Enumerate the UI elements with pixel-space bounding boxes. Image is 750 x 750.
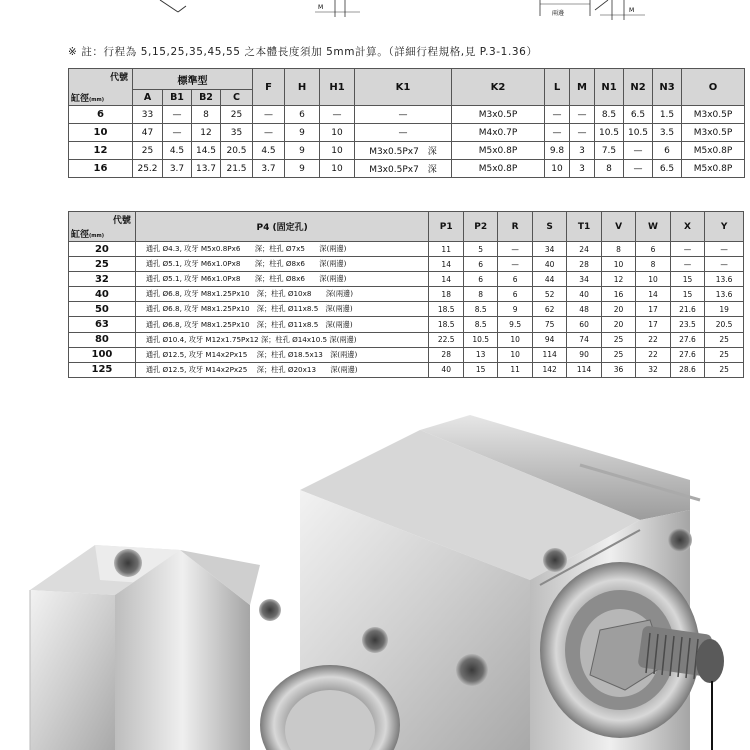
table-cell: 25.2 [133, 160, 163, 178]
bore-size-cell: 100 [69, 347, 136, 362]
table-cell: 6 [463, 257, 497, 272]
table-cell: — [498, 257, 532, 272]
table-cell: 15 [670, 272, 704, 287]
table2-row [69, 317, 744, 332]
bore-size-cell: 16 [69, 160, 133, 178]
table2-code-label: 代號 [112, 216, 131, 226]
table-cell: 21.5 [221, 160, 253, 178]
table-cell: 10 [498, 347, 532, 362]
table-cell: 25 [601, 347, 635, 362]
mounting-hole-spec-table [68, 211, 744, 378]
table2-row [69, 272, 744, 287]
bore-size-cell: 50 [69, 302, 136, 317]
table-cell: 20.5 [221, 142, 253, 160]
table-cell: 12 [192, 124, 221, 142]
table2-row [69, 332, 744, 347]
table-cell: 40 [532, 257, 566, 272]
table-cell: 10 [320, 160, 355, 178]
table-cell: 17 [636, 317, 670, 332]
table-cell: 114 [532, 347, 566, 362]
mounting-hole-spec-cell: 通孔 Ø12.5, 攻牙 M14x2Px25 深；柱孔 Ø20x13 深(兩邊) [135, 362, 429, 377]
table2-row [69, 362, 744, 377]
table2-body [69, 242, 744, 378]
table-cell: 35 [221, 124, 253, 142]
table-cell: 5 [463, 242, 497, 257]
table1-col-header: M [570, 69, 595, 106]
table-cell: 6 [498, 272, 532, 287]
table1-col-header: N3 [653, 69, 682, 106]
table-cell: 22.5 [429, 332, 463, 347]
table-cell: — [355, 124, 452, 142]
table-cell: — [570, 106, 595, 124]
table-cell: 34 [567, 272, 601, 287]
table-cell: 11 [498, 362, 532, 377]
table-cell: 10.5 [595, 124, 624, 142]
table-cell: 8.5 [463, 317, 497, 332]
table1-col-header: H [285, 69, 320, 106]
bore-size-cell: 25 [69, 257, 136, 272]
table-cell: 8 [463, 287, 497, 302]
table-cell: 47 [133, 124, 163, 142]
mounting-hole-spec-cell: 通孔 Ø5.1, 攻牙 M6x1.0Px8 深；柱孔 Ø8x6 深(兩邊) [135, 257, 429, 272]
table-cell: — [163, 124, 192, 142]
table-cell: 44 [532, 272, 566, 287]
table-cell: M3x0.5P [682, 124, 745, 142]
table-cell: 25 [705, 332, 744, 347]
cylinder-product-photo [0, 405, 750, 750]
table-cell: — [705, 257, 744, 272]
table-cell: 3.5 [653, 124, 682, 142]
bore-size-cell: 12 [69, 142, 133, 160]
bore-size-cell: 20 [69, 242, 136, 257]
table-cell: 25 [133, 142, 163, 160]
table-cell: 10 [320, 142, 355, 160]
table-cell: 36 [601, 362, 635, 377]
table-cell: 52 [532, 287, 566, 302]
table-cell: — [545, 106, 570, 124]
table-cell: 10 [636, 272, 670, 287]
table2-row [69, 302, 744, 317]
bore-size-cell: 6 [69, 106, 133, 124]
table-cell: — [624, 142, 653, 160]
table-cell: — [253, 106, 285, 124]
mounting-hole-spec-cell: 通孔 Ø6.8, 攻牙 M8x1.25Px10 深；柱孔 Ø11x8.5 深(兩邊) [135, 302, 429, 317]
table2-col-header: Y [705, 212, 744, 242]
table-cell: 22 [636, 332, 670, 347]
table-cell: M5x0.8P [452, 160, 545, 178]
table-cell: 10.5 [624, 124, 653, 142]
table-cell: 8 [192, 106, 221, 124]
table1-col-header: K1 [355, 69, 452, 106]
table1-col-header: B1 [163, 90, 192, 106]
table1-col-header: K2 [452, 69, 545, 106]
table-cell: 11 [429, 242, 463, 257]
table-cell: 9 [285, 124, 320, 142]
table2-col-header: P4 (固定孔) [135, 212, 429, 242]
table-cell: 8 [601, 242, 635, 257]
table-cell: 10 [498, 332, 532, 347]
table-cell: 33 [133, 106, 163, 124]
top-drawing-side-label: 兩邊 [552, 10, 565, 17]
top-dimension-drawing [0, 0, 750, 30]
table1-col-header: N1 [595, 69, 624, 106]
table-cell: 90 [567, 347, 601, 362]
table-cell: 3 [570, 160, 595, 178]
table-cell: 15 [463, 362, 497, 377]
table-cell: 4.5 [163, 142, 192, 160]
table-cell: 94 [532, 332, 566, 347]
table1-unit-label: (mm) [89, 97, 105, 103]
table-cell: 25 [705, 347, 744, 362]
table-cell: 32 [636, 362, 670, 377]
table-cell: 40 [429, 362, 463, 377]
table2-col-header: T1 [567, 212, 601, 242]
table-cell: 22 [636, 347, 670, 362]
table-cell: 17 [636, 302, 670, 317]
table-cell: 10 [545, 160, 570, 178]
table-cell: 20 [601, 302, 635, 317]
table1-col-header: H1 [320, 69, 355, 106]
table2-unit-label: (mm) [89, 233, 105, 239]
table-cell: 6 [636, 242, 670, 257]
table-cell: 13.7 [192, 160, 221, 178]
table1-col-header: B2 [192, 90, 221, 106]
table-cell: 24 [567, 242, 601, 257]
table-cell: 6.5 [653, 160, 682, 178]
table2-bore-label: 缸徑 [71, 230, 90, 240]
table2-col-header: P1 [429, 212, 463, 242]
table-cell: 18.5 [429, 302, 463, 317]
table-cell: 114 [567, 362, 601, 377]
table1-row [69, 142, 745, 160]
table1-col-header: L [545, 69, 570, 106]
table1-col-header: C [221, 90, 253, 106]
table1-col-header: O [682, 69, 745, 106]
table2-row [69, 287, 744, 302]
table-cell: — [320, 106, 355, 124]
table1-col-header: N2 [624, 69, 653, 106]
table-cell: 18 [429, 287, 463, 302]
bore-size-cell: 10 [69, 124, 133, 142]
table1-row [69, 106, 745, 124]
table-cell: 6 [463, 272, 497, 287]
table1-col-header: F [253, 69, 285, 106]
table-cell: 12 [601, 272, 635, 287]
table-cell: 27.6 [670, 332, 704, 347]
table-cell: — [355, 106, 452, 124]
table-cell: 10 [601, 257, 635, 272]
table-cell: 20 [601, 317, 635, 332]
table-cell: 1.5 [653, 106, 682, 124]
table-cell: 4.5 [253, 142, 285, 160]
table1-code-label: 代號 [109, 73, 128, 83]
table-cell: 6 [285, 106, 320, 124]
table2-col-header: V [601, 212, 635, 242]
mounting-hole-spec-cell: 通孔 Ø12.5, 攻牙 M14x2Px15 深；柱孔 Ø18.5x13 深(兩邊) [135, 347, 429, 362]
table-cell: 27.6 [670, 347, 704, 362]
table-cell: 10 [320, 124, 355, 142]
table-cell: M5x0.8P [682, 142, 745, 160]
table-cell: 7.5 [595, 142, 624, 160]
table-cell: 8.5 [463, 302, 497, 317]
table-cell: 16 [601, 287, 635, 302]
table-cell: 9.5 [498, 317, 532, 332]
table-cell: 60 [567, 317, 601, 332]
top-drawing-m-right: M [629, 7, 635, 14]
table-cell: 75 [532, 317, 566, 332]
table-cell: 142 [532, 362, 566, 377]
table2-row [69, 257, 744, 272]
table-cell: 3.7 [163, 160, 192, 178]
table-cell: 25 [705, 362, 744, 377]
table-cell: M3x0.5Px7 深 [355, 160, 452, 178]
table-cell: — [163, 106, 192, 124]
table-cell: 14.5 [192, 142, 221, 160]
mounting-hole-spec-cell: 通孔 Ø10.4, 攻牙 M12x1.75Px12 深；柱孔 Ø14x10.5 深(兩邊) [135, 332, 429, 347]
table-cell: 25 [221, 106, 253, 124]
table-cell: 9.8 [545, 142, 570, 160]
table1-standard-group-header: 標準型 [133, 69, 253, 90]
table-cell: 8 [595, 160, 624, 178]
table1-row [69, 124, 745, 142]
table2-col-header: X [670, 212, 704, 242]
stroke-note: ※ 註：行程為 5,15,25,35,45,55 之本體長度須加 5mm計算。（詳細行程規格,見 P.3-1.36） [68, 46, 538, 58]
table-cell: 74 [567, 332, 601, 347]
table2-col-header: S [532, 212, 566, 242]
table-cell: 19 [705, 302, 744, 317]
table-cell: M3x0.5P [452, 106, 545, 124]
table-cell: — [624, 160, 653, 178]
table-cell: M3x0.5P [682, 106, 745, 124]
table2-corner-header [69, 212, 136, 242]
table-cell: 3.7 [253, 160, 285, 178]
table-cell: 18.5 [429, 317, 463, 332]
table2-col-header: R [498, 212, 532, 242]
table-cell: 25 [601, 332, 635, 347]
table1-row [69, 160, 745, 178]
table-cell: 9 [285, 160, 320, 178]
table-cell: — [670, 257, 704, 272]
table-cell: — [253, 124, 285, 142]
table-cell: — [498, 242, 532, 257]
table1-body [69, 106, 745, 178]
table2-col-header: P2 [463, 212, 497, 242]
bore-size-cell: 32 [69, 272, 136, 287]
table-cell: 28 [567, 257, 601, 272]
mounting-hole-spec-cell: 通孔 Ø6.8, 攻牙 M8x1.25Px10 深；柱孔 Ø10x8 深(兩邊) [135, 287, 429, 302]
table-cell: 14 [429, 257, 463, 272]
table-cell: 8.5 [595, 106, 624, 124]
table1-bore-label: 缸徑 [71, 94, 90, 104]
table-cell: 6.5 [624, 106, 653, 124]
table-cell: — [545, 124, 570, 142]
table1-col-header: A [133, 90, 163, 106]
mounting-hole-spec-cell: 通孔 Ø5.1, 攻牙 M6x1.0Px8 深；柱孔 Ø8x6 深(兩邊) [135, 272, 429, 287]
table-cell: 21.6 [670, 302, 704, 317]
table-cell: 34 [532, 242, 566, 257]
table-cell: 13.6 [705, 272, 744, 287]
table1-corner-header [69, 69, 133, 106]
table-cell: 40 [567, 287, 601, 302]
table-cell: — [570, 124, 595, 142]
bore-size-cell: 63 [69, 317, 136, 332]
table-cell: 9 [285, 142, 320, 160]
table-cell: 15 [670, 287, 704, 302]
table-cell: M4x0.7P [452, 124, 545, 142]
bore-size-cell: 125 [69, 362, 136, 377]
table-cell: 13.6 [705, 287, 744, 302]
table-cell: 48 [567, 302, 601, 317]
table-cell: 14 [636, 287, 670, 302]
table2-row [69, 347, 744, 362]
table-cell: M5x0.8P [682, 160, 745, 178]
table-cell: M3x0.5Px7 深 [355, 142, 452, 160]
table-cell: 28.6 [670, 362, 704, 377]
mounting-hole-spec-cell: 通孔 Ø4.3, 攻牙 M5x0.8Px6 深；柱孔 Ø7x5 深(兩邊) [135, 242, 429, 257]
mounting-hole-spec-cell: 通孔 Ø6.8, 攻牙 M8x1.25Px10 深；柱孔 Ø11x8.5 深(兩邊) [135, 317, 429, 332]
table-cell: — [670, 242, 704, 257]
table-cell: 13 [463, 347, 497, 362]
table-cell: 10.5 [463, 332, 497, 347]
table2-col-header: W [636, 212, 670, 242]
table-cell: 62 [532, 302, 566, 317]
standard-spec-table [68, 68, 745, 178]
table-cell: — [705, 242, 744, 257]
table-cell: 6 [498, 287, 532, 302]
bore-size-cell: 40 [69, 287, 136, 302]
table-cell: 9 [498, 302, 532, 317]
top-drawing-m-left: M [318, 4, 324, 11]
table-cell: 20.5 [705, 317, 744, 332]
table-cell: 28 [429, 347, 463, 362]
table-cell: M5x0.8P [452, 142, 545, 160]
table-cell: 3 [570, 142, 595, 160]
bore-size-cell: 80 [69, 332, 136, 347]
table-cell: 8 [636, 257, 670, 272]
table2-row [69, 242, 744, 257]
table-cell: 6 [653, 142, 682, 160]
table-cell: 14 [429, 272, 463, 287]
table-cell: 23.5 [670, 317, 704, 332]
